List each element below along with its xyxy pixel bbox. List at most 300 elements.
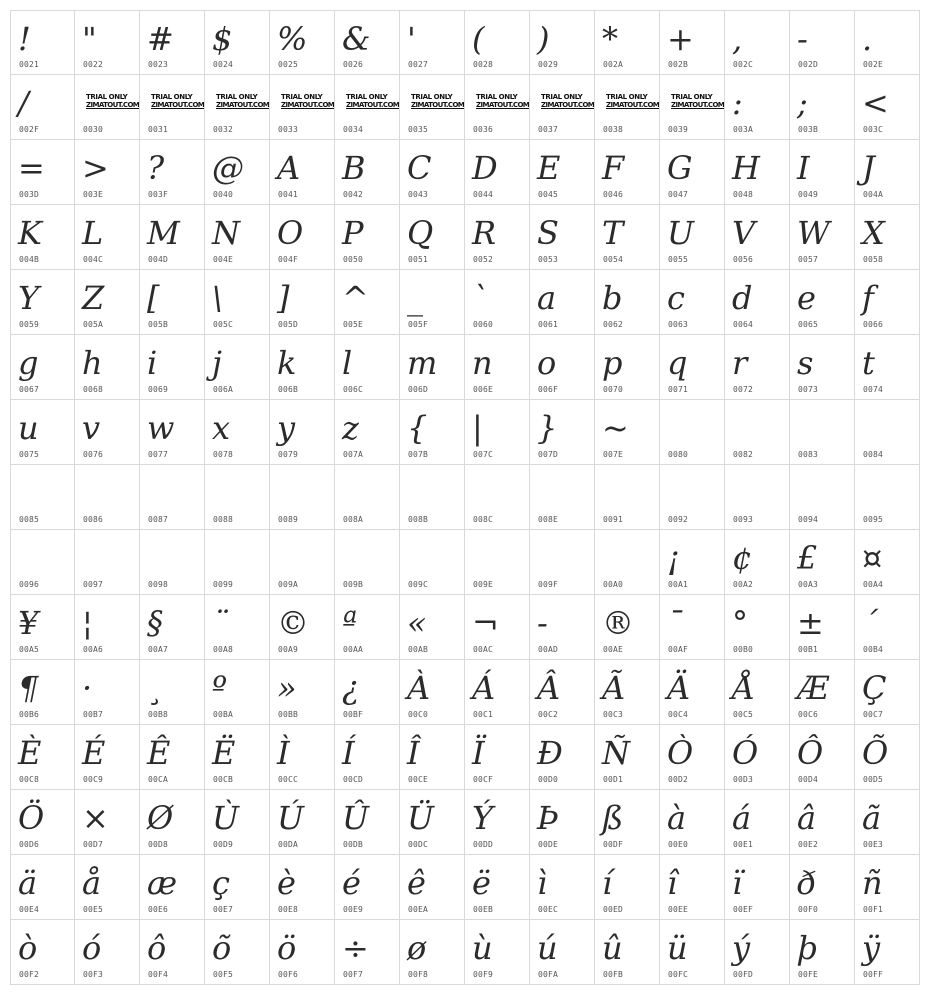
glyph-code-label: 0082 [733, 450, 754, 459]
glyph-cell [400, 595, 465, 660]
glyph-code-label: 00E5 [83, 905, 104, 914]
glyph-cell [205, 10, 270, 75]
glyph-sample: ï [732, 864, 743, 902]
glyph-cell [140, 465, 205, 530]
glyph-cell [660, 270, 725, 335]
glyph-sample: v [82, 409, 101, 447]
glyph-cell [660, 660, 725, 725]
glyph-code-label: 009B [343, 580, 364, 589]
glyph-cell [140, 270, 205, 335]
glyph-code-label: 002D [798, 60, 819, 69]
glyph-code-label: 0087 [148, 515, 169, 524]
glyph-sample: % [277, 20, 308, 58]
glyph-cell [855, 140, 920, 205]
glyph-cell [400, 140, 465, 205]
glyph-cell [140, 140, 205, 205]
glyph-code-label: 00C6 [798, 710, 819, 719]
trial-watermark-line2: ZIMATOUT.COM [411, 101, 465, 109]
glyph-cell [335, 205, 400, 270]
glyph-code-label: 004F [278, 255, 299, 264]
glyph-code-label: 00FC [668, 970, 689, 979]
glyph-sample: « [407, 604, 427, 642]
glyph-code-label: 0065 [798, 320, 819, 329]
glyph-cell [595, 400, 660, 465]
glyph-code-label: 0028 [473, 60, 494, 69]
glyph-sample: © [277, 604, 309, 642]
glyph-code-label: 00DC [408, 840, 429, 849]
glyph-sample: ú [537, 929, 558, 967]
glyph-code-label: 009F [538, 580, 559, 589]
glyph-code-label: 00B0 [733, 645, 754, 654]
glyph-sample: M [147, 214, 180, 252]
glyph-code-label: 00BF [343, 710, 364, 719]
glyph-sample: § [147, 604, 163, 642]
glyph-code-label: 0054 [603, 255, 624, 264]
glyph-code-label: 00F4 [148, 970, 169, 979]
glyph-cell [725, 10, 790, 75]
glyph-cell [400, 725, 465, 790]
glyph-code-label: 009C [408, 580, 429, 589]
trial-watermark-line2: ZIMATOUT.COM [541, 101, 595, 109]
glyph-cell [270, 595, 335, 660]
glyph-sample: E [537, 149, 561, 187]
glyph-cell [140, 595, 205, 660]
glyph-cell [660, 465, 725, 530]
glyph-sample: ë [472, 864, 491, 902]
glyph-sample: ý [732, 929, 751, 967]
glyph-cell [10, 75, 75, 140]
trial-watermark [671, 93, 725, 111]
glyph-code-label: 00F0 [798, 905, 819, 914]
glyph-code-label: 00FA [538, 970, 559, 979]
glyph-sample: ( [472, 20, 485, 58]
glyph-cell [10, 400, 75, 465]
glyph-grid [10, 10, 920, 985]
glyph-cell [465, 855, 530, 920]
glyph-code-label: 0070 [603, 385, 624, 394]
glyph-code-label: 00DB [343, 840, 364, 849]
glyph-code-label: 00D1 [603, 775, 624, 784]
glyph-sample: { [407, 409, 428, 447]
glyph-sample: f [862, 279, 874, 317]
glyph-sample: ÷ [342, 929, 369, 967]
glyph-code-label: 00DF [603, 840, 624, 849]
glyph-code-label: 00E4 [19, 905, 40, 914]
trial-watermark-line2: ZIMATOUT.COM [476, 101, 530, 109]
glyph-code-label: 0043 [408, 190, 429, 199]
glyph-cell [75, 725, 140, 790]
glyph-sample: ¤ [862, 539, 883, 577]
glyph-sample: ¢ [732, 539, 753, 577]
glyph-sample: ä [18, 864, 38, 902]
glyph-cell [335, 530, 400, 595]
glyph-cell [75, 75, 140, 140]
glyph-code-label: 009A [278, 580, 299, 589]
glyph-code-label: 0045 [538, 190, 559, 199]
trial-watermark [151, 93, 205, 111]
glyph-cell [75, 660, 140, 725]
glyph-cell [660, 335, 725, 400]
glyph-code-label: 003B [798, 125, 819, 134]
glyph-code-label: 00FF [863, 970, 884, 979]
glyph-cell [660, 530, 725, 595]
glyph-cell [660, 400, 725, 465]
glyph-cell [75, 10, 140, 75]
glyph-code-label: 00E6 [148, 905, 169, 914]
glyph-sample: ¦ [82, 604, 93, 642]
glyph-cell [10, 530, 75, 595]
glyph-code-label: 0086 [83, 515, 104, 524]
glyph-code-label: 004C [83, 255, 104, 264]
glyph-code-label: 0061 [538, 320, 559, 329]
glyph-cell [10, 140, 75, 205]
glyph-cell [790, 790, 855, 855]
glyph-sample: × [82, 799, 109, 837]
glyph-code-label: 00B7 [83, 710, 104, 719]
glyph-code-label: 0053 [538, 255, 559, 264]
glyph-code-label: 0058 [863, 255, 884, 264]
glyph-code-label: 00CD [343, 775, 364, 784]
glyph-code-label: 00F8 [408, 970, 429, 979]
glyph-code-label: 003C [863, 125, 884, 134]
glyph-sample: Ò [667, 734, 694, 772]
glyph-sample: Ï [472, 734, 485, 772]
glyph-code-label: 00F1 [863, 905, 884, 914]
glyph-code-label: 00DD [473, 840, 494, 849]
glyph-cell [790, 75, 855, 140]
glyph-code-label: 0099 [213, 580, 234, 589]
glyph-code-label: 005C [213, 320, 234, 329]
glyph-sample: L [82, 214, 104, 252]
glyph-sample: å [82, 864, 102, 902]
glyph-cell [595, 140, 660, 205]
glyph-code-label: 00EB [473, 905, 494, 914]
glyph-cell [10, 660, 75, 725]
glyph-sample: ¶ [18, 669, 39, 707]
glyph-sample: » [277, 669, 297, 707]
trial-watermark-line1: TRIAL ONLY [151, 93, 193, 101]
glyph-code-label: 0035 [408, 125, 429, 134]
glyph-cell [205, 140, 270, 205]
glyph-sample: ã [862, 799, 882, 837]
glyph-cell [725, 270, 790, 335]
glyph-sample: N [212, 214, 240, 252]
glyph-sample: Â [537, 669, 561, 707]
glyph-cell [465, 140, 530, 205]
glyph-cell [335, 270, 400, 335]
glyph-cell [270, 10, 335, 75]
glyph-cell [725, 530, 790, 595]
glyph-code-label: 0085 [19, 515, 40, 524]
glyph-cell [10, 10, 75, 75]
glyph-cell [465, 530, 530, 595]
trial-watermark [606, 93, 660, 111]
glyph-cell [660, 595, 725, 660]
glyph-sample: : [732, 84, 743, 122]
glyph-cell [205, 660, 270, 725]
glyph-cell [465, 75, 530, 140]
glyph-code-label: 00E9 [343, 905, 364, 914]
glyph-sample: $ [212, 20, 233, 58]
glyph-sample: ^ [342, 279, 369, 317]
glyph-cell [855, 790, 920, 855]
glyph-sample: û [602, 929, 623, 967]
glyph-sample: R [472, 214, 497, 252]
glyph-sample: B [342, 149, 366, 187]
glyph-sample: ¥ [18, 604, 39, 642]
glyph-cell [140, 75, 205, 140]
glyph-cell [725, 920, 790, 985]
glyph-sample: ° [732, 604, 748, 642]
glyph-cell [595, 725, 660, 790]
glyph-cell [10, 790, 75, 855]
glyph-code-label: 003E [83, 190, 104, 199]
glyph-cell [465, 660, 530, 725]
glyph-cell [75, 140, 140, 205]
glyph-cell [790, 270, 855, 335]
glyph-code-label: 00AF [668, 645, 689, 654]
glyph-cell [10, 725, 75, 790]
glyph-code-label: 0023 [148, 60, 169, 69]
glyph-cell [335, 465, 400, 530]
glyph-code-label: 007B [408, 450, 429, 459]
glyph-code-label: 0034 [343, 125, 364, 134]
glyph-sample: z [342, 409, 359, 447]
glyph-cell [790, 205, 855, 270]
glyph-cell [140, 790, 205, 855]
glyph-sample: = [18, 149, 45, 187]
glyph-code-label: 00D8 [148, 840, 169, 849]
glyph-code-label: 0076 [83, 450, 104, 459]
glyph-cell [75, 400, 140, 465]
glyph-code-label: 00E2 [798, 840, 819, 849]
glyph-cell [205, 465, 270, 530]
glyph-cell [790, 140, 855, 205]
glyph-sample: Ù [212, 799, 239, 837]
glyph-sample: T [602, 214, 624, 252]
glyph-code-label: 0048 [733, 190, 754, 199]
glyph-cell [595, 270, 660, 335]
glyph-code-label: 0073 [798, 385, 819, 394]
glyph-sample: + [667, 20, 694, 58]
glyph-code-label: 005D [278, 320, 299, 329]
glyph-code-label: 0060 [473, 320, 494, 329]
trial-watermark-line1: TRIAL ONLY [346, 93, 388, 101]
glyph-sample: x [212, 409, 231, 447]
glyph-code-label: 008C [473, 515, 494, 524]
trial-watermark-line1: TRIAL ONLY [281, 93, 323, 101]
glyph-cell [270, 205, 335, 270]
glyph-code-label: 00D4 [798, 775, 819, 784]
glyph-code-label: 00A9 [278, 645, 299, 654]
glyph-cell [400, 920, 465, 985]
glyph-sample: > [82, 149, 109, 187]
trial-watermark [411, 93, 465, 111]
glyph-cell [335, 595, 400, 660]
glyph-sample: í [602, 864, 613, 902]
glyph-code-label: 00C9 [83, 775, 104, 784]
glyph-sample: Ç [862, 669, 887, 707]
glyph-code-label: 00F3 [83, 970, 104, 979]
glyph-code-label: 00ED [603, 905, 624, 914]
trial-watermark [86, 93, 140, 111]
glyph-code-label: 0038 [603, 125, 624, 134]
glyph-code-label: 0064 [733, 320, 754, 329]
glyph-sample: È [18, 734, 42, 772]
glyph-sample: þ [797, 929, 818, 967]
glyph-code-label: 0083 [798, 450, 819, 459]
glyph-code-label: 0095 [863, 515, 884, 524]
glyph-code-label: 0024 [213, 60, 234, 69]
glyph-cell [530, 465, 595, 530]
glyph-sample: Ü [407, 799, 434, 837]
glyph-sample: b [602, 279, 623, 317]
glyph-cell [335, 790, 400, 855]
glyph-code-label: 0062 [603, 320, 624, 329]
glyph-code-label: 0096 [19, 580, 40, 589]
glyph-cell [75, 920, 140, 985]
glyph-sample: á [732, 799, 752, 837]
glyph-sample: D [472, 149, 498, 187]
glyph-sample: Î [407, 734, 420, 772]
glyph-cell [790, 335, 855, 400]
glyph-cell [595, 465, 660, 530]
glyph-sample: q [667, 344, 688, 382]
glyph-sample: Ã [602, 669, 626, 707]
glyph-sample: É [82, 734, 106, 772]
glyph-code-label: 0040 [213, 190, 234, 199]
glyph-cell [790, 660, 855, 725]
glyph-code-label: 0068 [83, 385, 104, 394]
glyph-code-label: 0046 [603, 190, 624, 199]
glyph-sample: Ñ [602, 734, 630, 772]
glyph-cell [790, 920, 855, 985]
glyph-sample: G [667, 149, 693, 187]
glyph-code-label: 00D9 [213, 840, 234, 849]
glyph-cell [400, 855, 465, 920]
glyph-cell [855, 205, 920, 270]
glyph-cell [270, 400, 335, 465]
glyph-sample: ) [537, 20, 550, 58]
trial-watermark [216, 93, 270, 111]
glyph-code-label: 00AE [603, 645, 624, 654]
glyph-cell [335, 660, 400, 725]
glyph-code-label: 00BB [278, 710, 299, 719]
glyph-cell [140, 660, 205, 725]
glyph-sample: ¬ [472, 604, 499, 642]
glyph-sample: C [407, 149, 432, 187]
glyph-cell [75, 270, 140, 335]
glyph-code-label: 00F7 [343, 970, 364, 979]
glyph-cell [660, 920, 725, 985]
glyph-code-label: 00C2 [538, 710, 559, 719]
glyph-cell [530, 400, 595, 465]
glyph-cell [465, 465, 530, 530]
glyph-sample: ~ [602, 409, 629, 447]
glyph-code-label: 0049 [798, 190, 819, 199]
glyph-cell [75, 855, 140, 920]
glyph-code-label: 0089 [278, 515, 299, 524]
trial-watermark-line2: ZIMATOUT.COM [281, 101, 335, 109]
glyph-cell [725, 400, 790, 465]
glyph-sample: è [277, 864, 296, 902]
glyph-cell [270, 530, 335, 595]
glyph-sample: Q [407, 214, 434, 252]
glyph-cell [140, 920, 205, 985]
glyph-sample: ß [602, 799, 624, 837]
glyph-code-label: 0074 [863, 385, 884, 394]
glyph-cell [140, 400, 205, 465]
glyph-sample: ç [212, 864, 230, 902]
glyph-cell [335, 75, 400, 140]
glyph-code-label: 00FE [798, 970, 819, 979]
glyph-code-label: 0077 [148, 450, 169, 459]
glyph-code-label: 00EC [538, 905, 559, 914]
glyph-cell [790, 855, 855, 920]
glyph-cell [855, 75, 920, 140]
glyph-code-label: 006B [278, 385, 299, 394]
glyph-code-label: 0033 [278, 125, 299, 134]
glyph-sample: ö [277, 929, 297, 967]
glyph-code-label: 00D7 [83, 840, 104, 849]
glyph-sample: Ð [537, 734, 563, 772]
glyph-code-label: 00B1 [798, 645, 819, 654]
glyph-code-label: 00F9 [473, 970, 494, 979]
glyph-sample: < [862, 84, 889, 122]
glyph-cell [725, 790, 790, 855]
glyph-sample: ¿ [342, 669, 360, 707]
glyph-cell [75, 335, 140, 400]
glyph-cell [595, 530, 660, 595]
glyph-code-label: 006F [538, 385, 559, 394]
glyph-code-label: 006D [408, 385, 429, 394]
glyph-code-label: 00C5 [733, 710, 754, 719]
glyph-sample: â [797, 799, 817, 837]
trial-watermark-line1: TRIAL ONLY [86, 93, 128, 101]
glyph-sample: . [862, 20, 873, 58]
glyph-code-label: 00CB [213, 775, 234, 784]
glyph-code-label: 00A6 [83, 645, 104, 654]
glyph-sample: Õ [862, 734, 889, 772]
glyph-cell [10, 855, 75, 920]
trial-watermark-line2: ZIMATOUT.COM [671, 101, 725, 109]
glyph-sample: S [537, 214, 559, 252]
glyph-sample: I [797, 149, 810, 187]
glyph-cell [335, 335, 400, 400]
glyph-cell [140, 335, 205, 400]
glyph-code-label: 005F [408, 320, 429, 329]
glyph-sample: w [147, 409, 175, 447]
glyph-code-label: 0093 [733, 515, 754, 524]
glyph-sample: é [342, 864, 361, 902]
glyph-code-label: 0041 [278, 190, 299, 199]
glyph-code-label: 007A [343, 450, 364, 459]
glyph-code-label: 00F5 [213, 970, 234, 979]
glyph-sample: ± [797, 604, 824, 642]
glyph-sample: O [277, 214, 304, 252]
glyph-cell [660, 855, 725, 920]
glyph-sample: P [342, 214, 364, 252]
glyph-code-label: 00D2 [668, 775, 689, 784]
glyph-sample: " [82, 20, 97, 58]
glyph-cell [205, 75, 270, 140]
glyph-cell [595, 790, 660, 855]
glyph-code-label: 0042 [343, 190, 364, 199]
glyph-code-label: 0044 [473, 190, 494, 199]
glyph-cell [530, 595, 595, 660]
glyph-cell [530, 790, 595, 855]
glyph-code-label: 0051 [408, 255, 429, 264]
